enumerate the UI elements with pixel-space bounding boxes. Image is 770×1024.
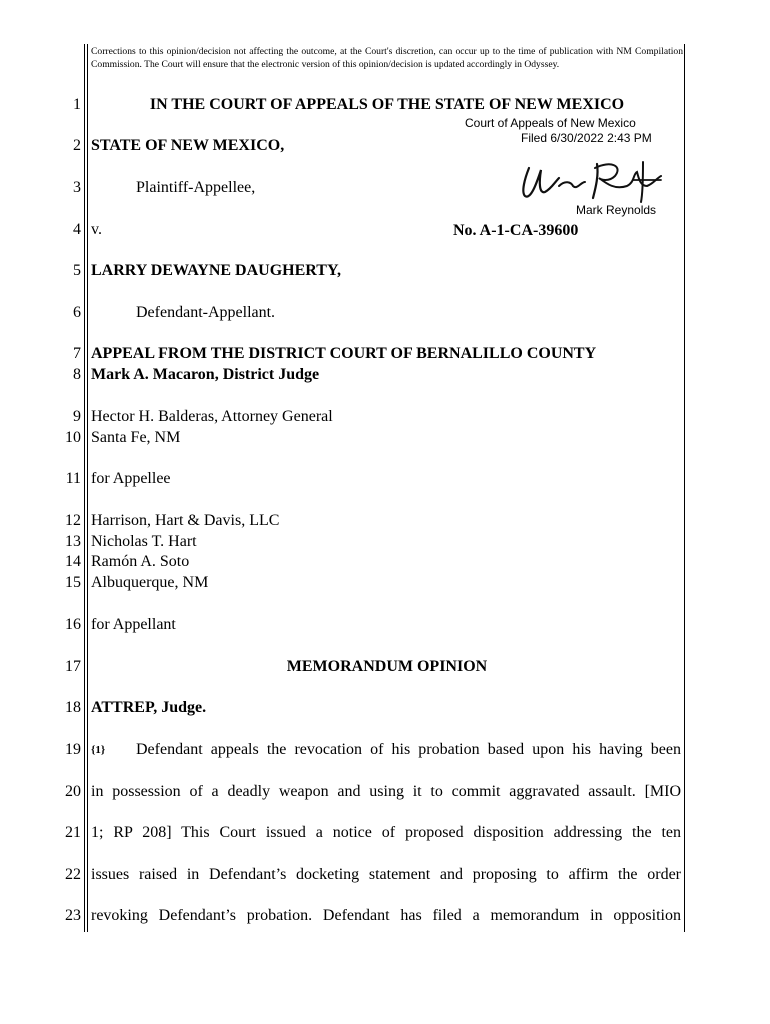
body-line: in possession of a deadly weapon and using it to commit aggravated assault. [MIO: [91, 783, 681, 800]
body-line: 1; RP 208] This Court issued a notice of proposed disposition addressing the ten: [91, 824, 681, 841]
line-number: 16: [65, 616, 81, 633]
appellee-counsel-name: Hector H. Balderas, Attorney General: [91, 408, 333, 425]
plaintiff-role: Plaintiff-Appellee,: [136, 179, 256, 196]
court-title: IN THE COURT OF APPEALS OF THE STATE OF NEW MEXICO: [149, 96, 625, 113]
line-number: 13: [65, 533, 81, 550]
line-number: 8: [73, 366, 81, 383]
for-appellant: for Appellant: [91, 616, 176, 633]
opinion-author: ATTREP, Judge.: [91, 699, 207, 716]
corrections-notice: Corrections to this opinion/decision not affecting the outcome, at the Court's discretion, can occur up to the time of publication with NM Compilation Commission. The Court will ensure that the electronic version of this opinion/decision is updated accordingly in Odyssey.: [91, 46, 683, 70]
line-number: 1: [73, 96, 81, 113]
line-number: 12: [65, 512, 81, 529]
line-number: 9: [73, 408, 81, 425]
body-line: Defendant appeals the revocation of his probation based upon his having been: [136, 741, 681, 758]
filing-stamp-date: Filed 6/30/2022 2:43 PM: [521, 131, 652, 145]
defendant-name: LARRY DEWAYNE DAUGHERTY,: [91, 262, 342, 279]
line-number: 10: [65, 429, 81, 446]
line-number: 4: [73, 221, 81, 238]
clerk-signature-image: [515, 156, 665, 206]
for-appellee: for Appellee: [91, 470, 171, 487]
appellant-counsel-firm: Harrison, Hart & Davis, LLC: [91, 512, 280, 529]
filing-stamp-clerk: Mark Reynolds: [576, 203, 657, 217]
left-margin-rule-inner: [87, 44, 88, 932]
line-number: 3: [73, 179, 81, 196]
appellant-counsel-attorney: Nicholas T. Hart: [91, 533, 197, 550]
line-number: 2: [73, 137, 81, 154]
line-number: 11: [65, 470, 81, 487]
appeal-court: APPEAL FROM THE DISTRICT COURT OF BERNALILLO COUNTY: [91, 345, 597, 362]
body-line: revoking Defendant’s probation. Defendant has filed a memorandum in opposition: [91, 907, 681, 924]
appellant-counsel-attorney: Ramón A. Soto: [91, 553, 190, 570]
left-margin-rule: [84, 44, 85, 932]
line-number: 22: [65, 866, 81, 883]
line-number: 23: [65, 907, 81, 924]
line-number: 17: [65, 658, 81, 675]
line-number: 14: [65, 553, 81, 570]
line-number: 15: [65, 574, 81, 591]
line-number: 20: [65, 783, 81, 800]
body-line: issues raised in Defendant’s docketing statement and proposing to affirm the order: [91, 866, 681, 883]
case-number: No. A-1-CA-39600: [453, 222, 579, 239]
right-margin-rule: [684, 44, 685, 932]
district-judge: Mark A. Macaron, District Judge: [91, 366, 320, 383]
line-number: 21: [65, 824, 81, 841]
appellee-counsel-city: Santa Fe, NM: [91, 429, 181, 446]
filing-stamp-court: Court of Appeals of New Mexico: [465, 116, 636, 130]
plaintiff-name: STATE OF NEW MEXICO,: [91, 137, 285, 154]
paragraph-marker: {1}: [91, 744, 106, 756]
versus: v.: [91, 221, 102, 238]
opinion-heading: MEMORANDUM OPINION: [286, 658, 488, 675]
line-number: 7: [73, 345, 81, 362]
appellant-counsel-city: Albuquerque, NM: [91, 574, 209, 591]
line-number: 19: [65, 741, 81, 758]
line-number: 5: [73, 262, 81, 279]
line-number: 6: [73, 304, 81, 321]
defendant-role: Defendant-Appellant.: [136, 304, 276, 321]
line-number: 18: [65, 699, 81, 716]
